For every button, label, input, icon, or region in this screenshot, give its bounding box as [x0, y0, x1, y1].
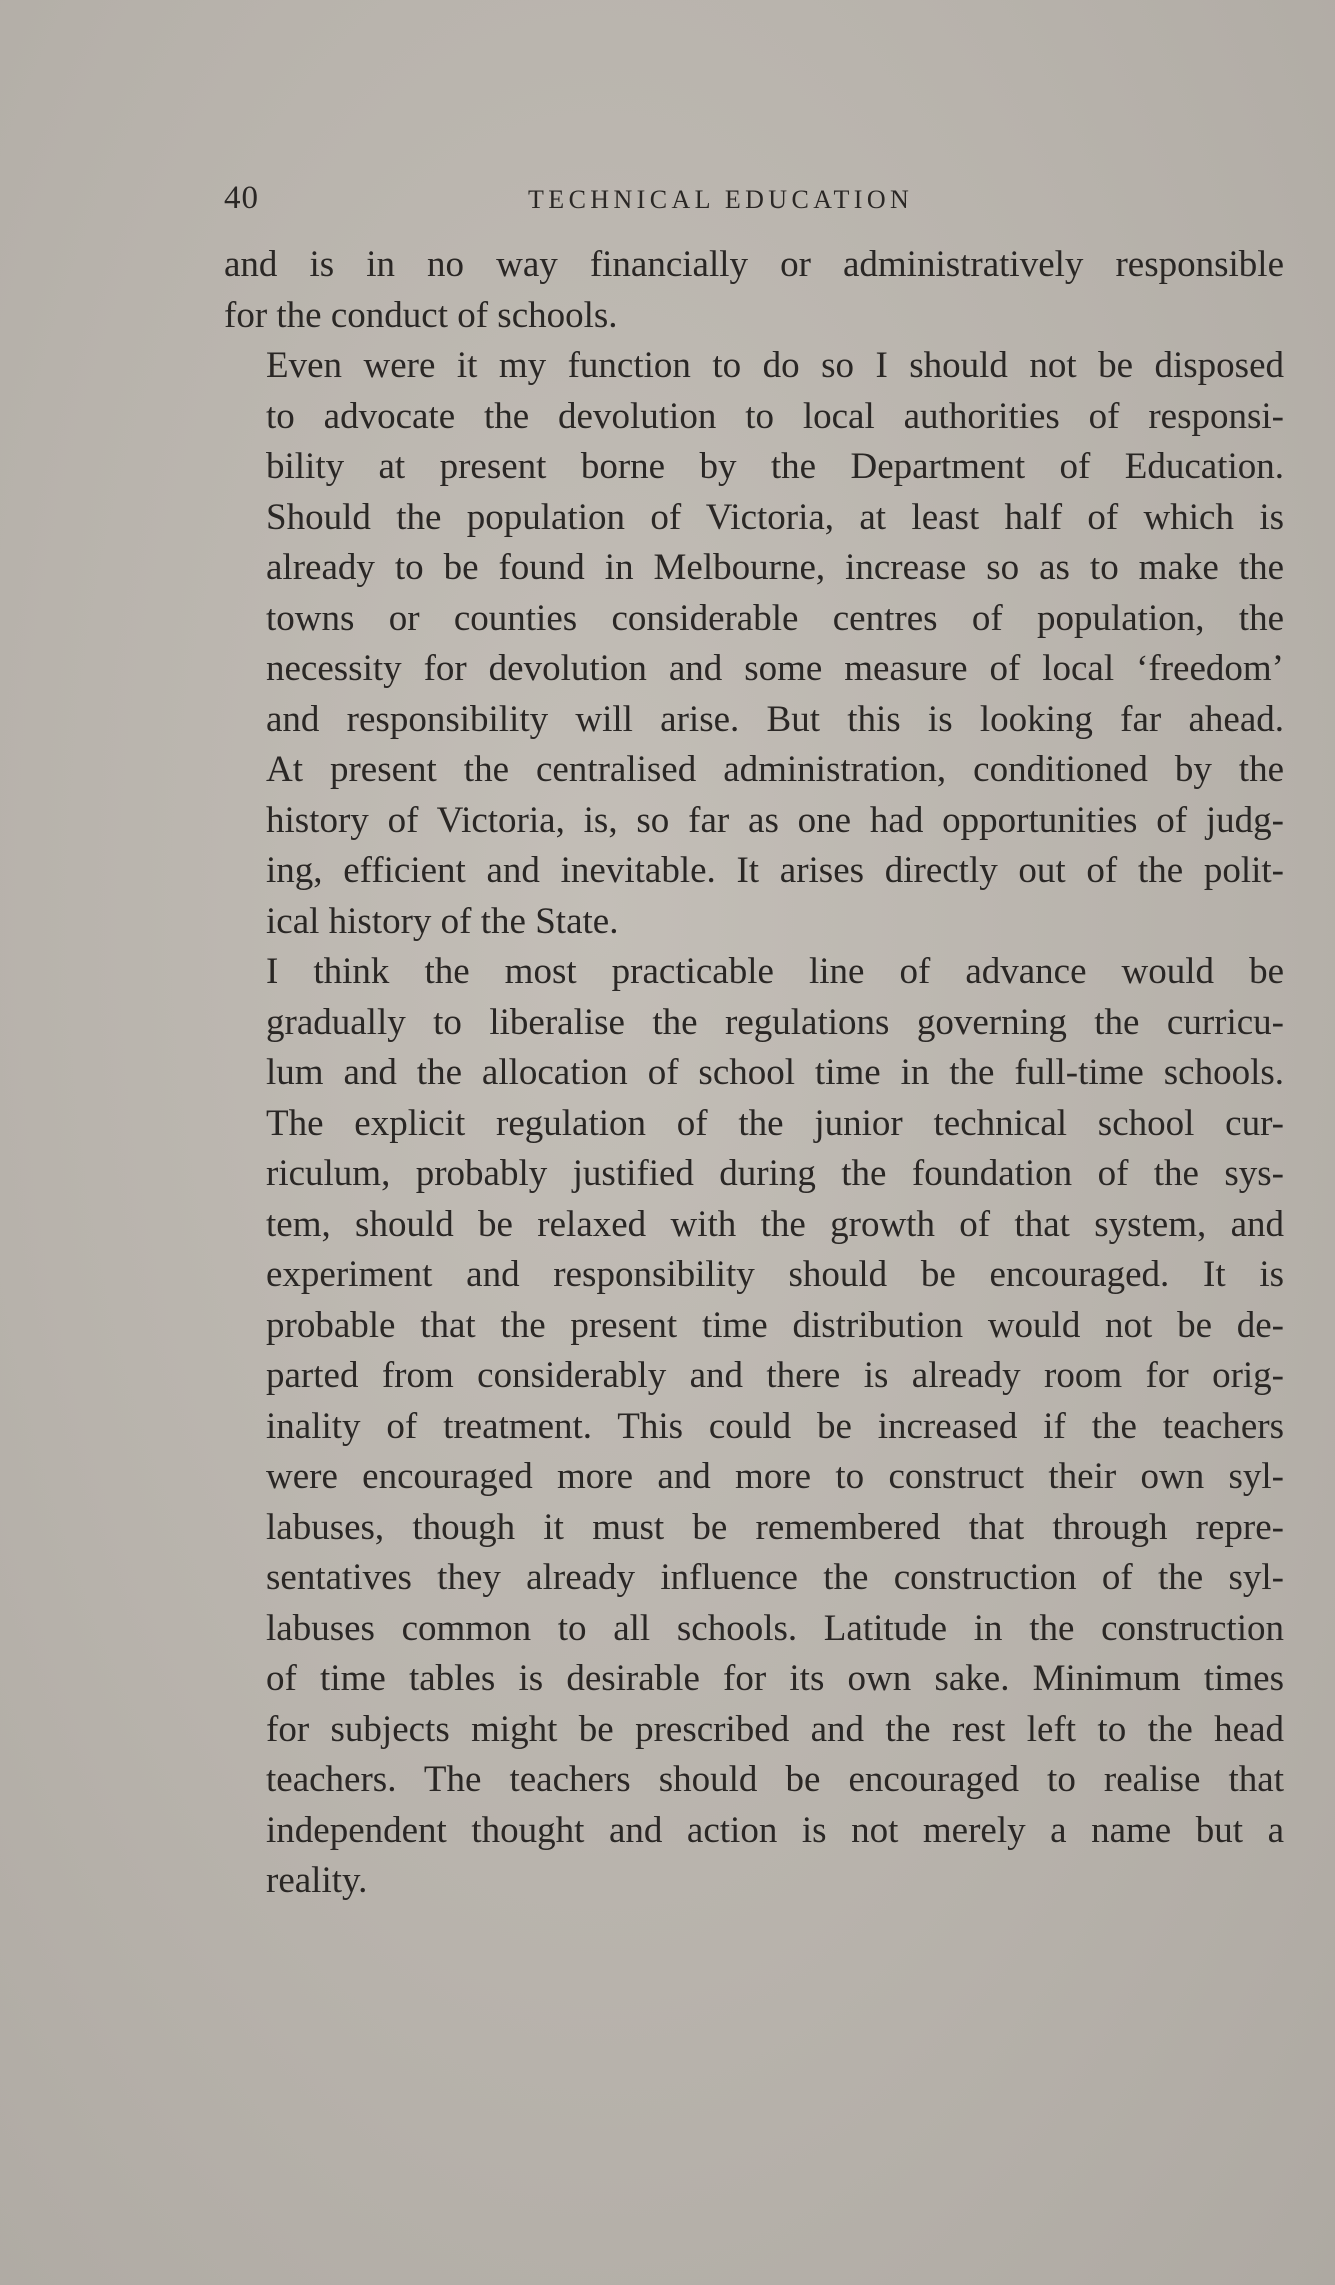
- text-line: towns or counties considerable centres of population, the: [266, 597, 1284, 639]
- text-line: tem, should be relaxed with the growth of that system, and: [266, 1203, 1284, 1245]
- text-line: experiment and responsibility should be encouraged. It is: [266, 1254, 1284, 1295]
- text-line: probable that the present time distribution would not be de-: [266, 1304, 1284, 1346]
- text-line: ing, efficient and inevitable. It arises directly out of the polit-: [266, 850, 1284, 891]
- text-line: necessity for devolution and some measure of local ‘freedom’: [266, 648, 1284, 689]
- text-line: already to be found in Melbourne, increase so as to make the: [266, 547, 1284, 588]
- running-head: [224, 180, 1284, 230]
- text-line: labuses common to all schools. Latitude in the construction: [266, 1607, 1284, 1649]
- text-line: inality of treatment. This could be increased if the teachers: [266, 1405, 1284, 1447]
- text-line: I think the most practicable line of advance would be: [266, 951, 1284, 992]
- text-line: for the conduct of schools.: [224, 294, 618, 336]
- text-line: parted from considerably and there is already room for orig-: [266, 1355, 1284, 1396]
- text-line: ical history of the State.: [266, 900, 619, 942]
- paragraph-3: [224, 947, 1284, 1907]
- text-line: At present the centralised administration, conditioned by the: [266, 749, 1284, 790]
- text-line: history of Victoria, is, so far as one had opportunities of judg-: [266, 799, 1284, 841]
- body-text: [224, 240, 1284, 1907]
- text-line: labuses, though it must be remembered that through repre-: [266, 1506, 1284, 1548]
- text-line: lum and the allocation of school time in the full-time schools.: [266, 1052, 1284, 1093]
- text-line: independent thought and action is not merely a name but a: [266, 1809, 1284, 1851]
- text-line: and responsibility will arise. But this is looking far ahead.: [266, 698, 1284, 740]
- book-page: [224, 180, 1284, 1907]
- text-line: sentatives they already influence the construction of the syl-: [266, 1557, 1284, 1598]
- text-line: to advocate the devolution to local authorities of responsi-: [266, 395, 1284, 437]
- paragraph-1: [224, 240, 1284, 341]
- text-line: were encouraged more and more to construct their own syl-: [266, 1456, 1284, 1497]
- paragraph-2: [224, 341, 1284, 947]
- text-line: of time tables is desirable for its own sake. Minimum times: [266, 1658, 1284, 1699]
- text-line: reality.: [266, 1860, 368, 1901]
- text-line: Even were it my function to do so I should not be disposed: [266, 345, 1284, 386]
- page-number: 40: [224, 180, 259, 216]
- text-line: riculum, probably justified during the foundation of the sys-: [266, 1153, 1284, 1194]
- text-line: gradually to liberalise the regulations governing the curricu-: [266, 1001, 1284, 1043]
- text-line: teachers. The teachers should be encouraged to realise that: [266, 1759, 1284, 1800]
- text-line: Should the population of Victoria, at least half of which is: [266, 496, 1284, 538]
- running-title: TECHNICAL EDUCATION: [528, 185, 914, 214]
- text-line: for subjects might be prescribed and the rest left to the head: [266, 1708, 1284, 1750]
- text-line: bility at present borne by the Department of Education.: [266, 446, 1284, 487]
- text-line: and is in no way financially or administratively responsible: [224, 244, 1284, 285]
- text-line: The explicit regulation of the junior technical school cur-: [266, 1102, 1284, 1144]
